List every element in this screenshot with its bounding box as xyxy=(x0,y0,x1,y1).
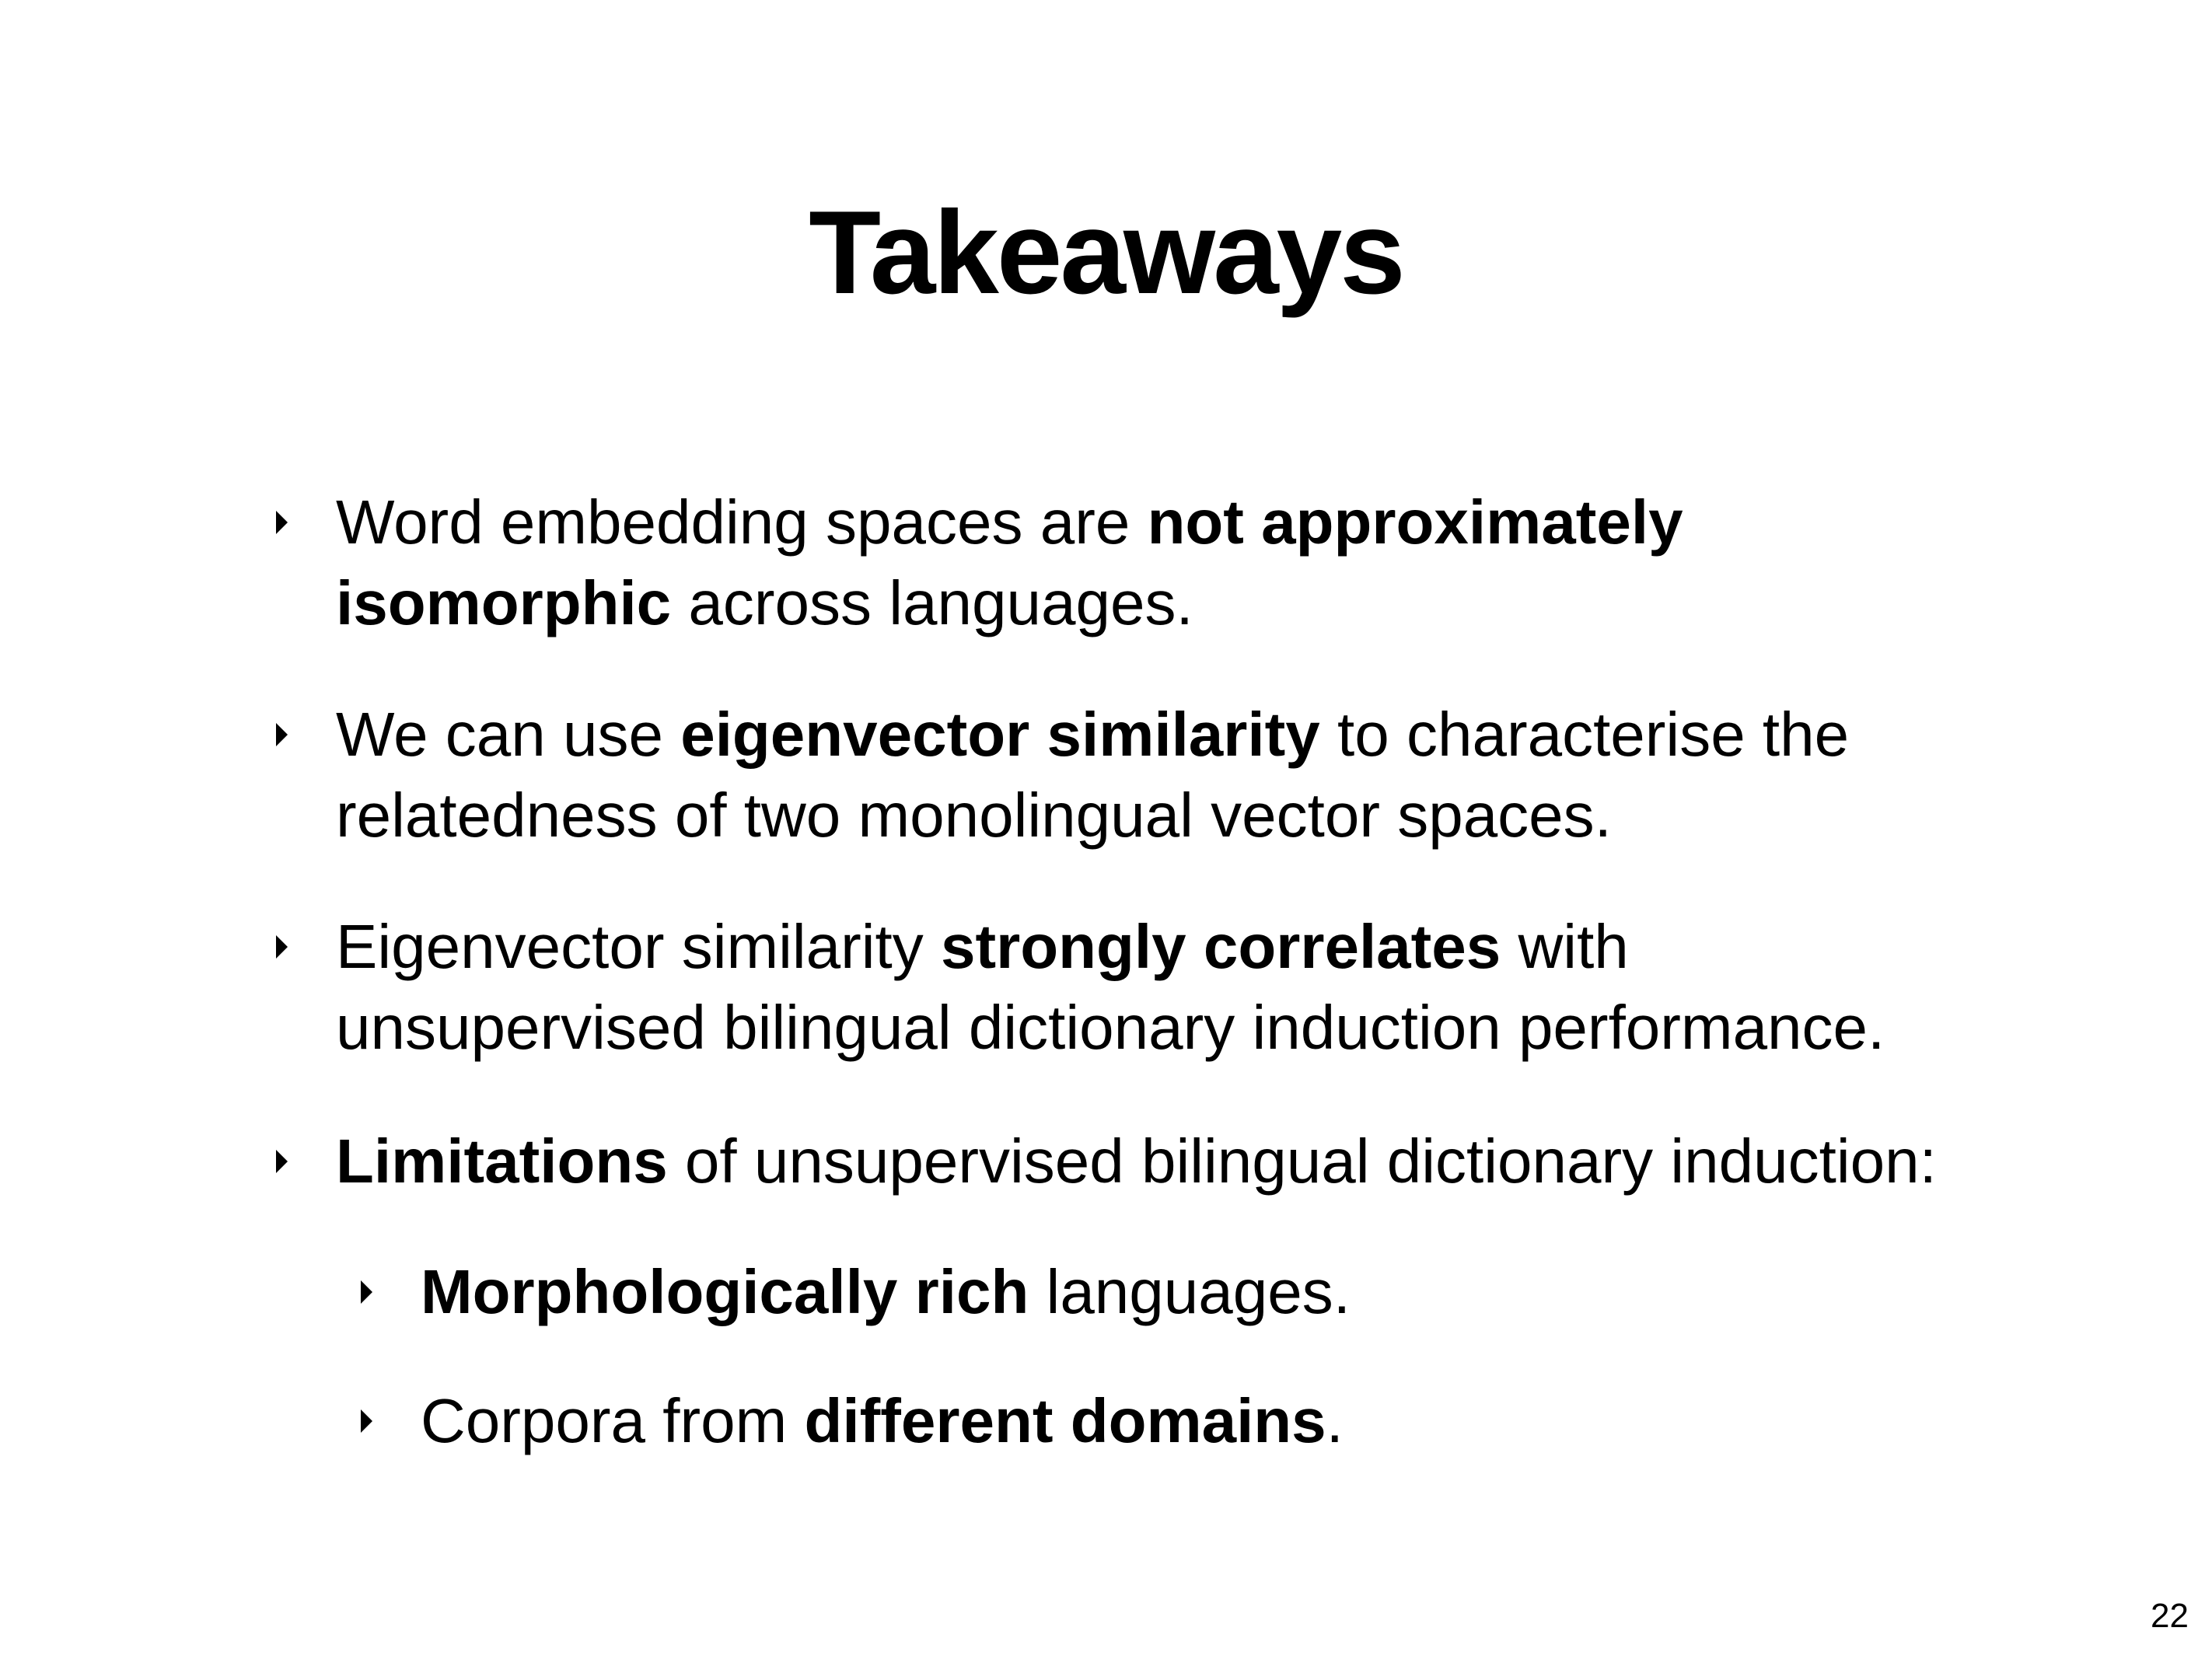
page-number: 22 xyxy=(2151,1597,2189,1635)
triangle-bullet-icon xyxy=(276,723,288,746)
bullet-text: We can use eigenvector similarity to characterise the relatedness of two monolingual vector spaces. xyxy=(336,700,1850,850)
bullet-text: Eigenvector similarity strongly correlates with unsupervised bilingual dictionary induction performance. xyxy=(336,912,1885,1062)
triangle-bullet-icon xyxy=(276,1150,288,1173)
sub-bullet-item xyxy=(421,1381,2053,1462)
bullet-item xyxy=(336,906,2046,1068)
triangle-bullet-icon xyxy=(276,935,288,959)
sub-bullet-item xyxy=(421,1252,2053,1332)
triangle-bullet-icon xyxy=(361,1409,372,1433)
triangle-bullet-icon xyxy=(361,1280,372,1304)
bullet-text: Corpora from different domains. xyxy=(421,1386,1344,1455)
bullet-text: Limitations of unsupervised bilingual dictionary induction: xyxy=(336,1126,1937,1196)
bullet-item xyxy=(336,1121,2046,1202)
bullet-item xyxy=(336,482,2046,644)
bullet-text: Word embedding spaces are not approximately isomorphic across languages. xyxy=(336,487,1683,637)
bullet-text: Morphologically rich languages. xyxy=(421,1257,1351,1326)
bullet-item xyxy=(336,694,2046,856)
triangle-bullet-icon xyxy=(276,511,288,534)
slide-title: Takeaways xyxy=(809,187,1403,319)
